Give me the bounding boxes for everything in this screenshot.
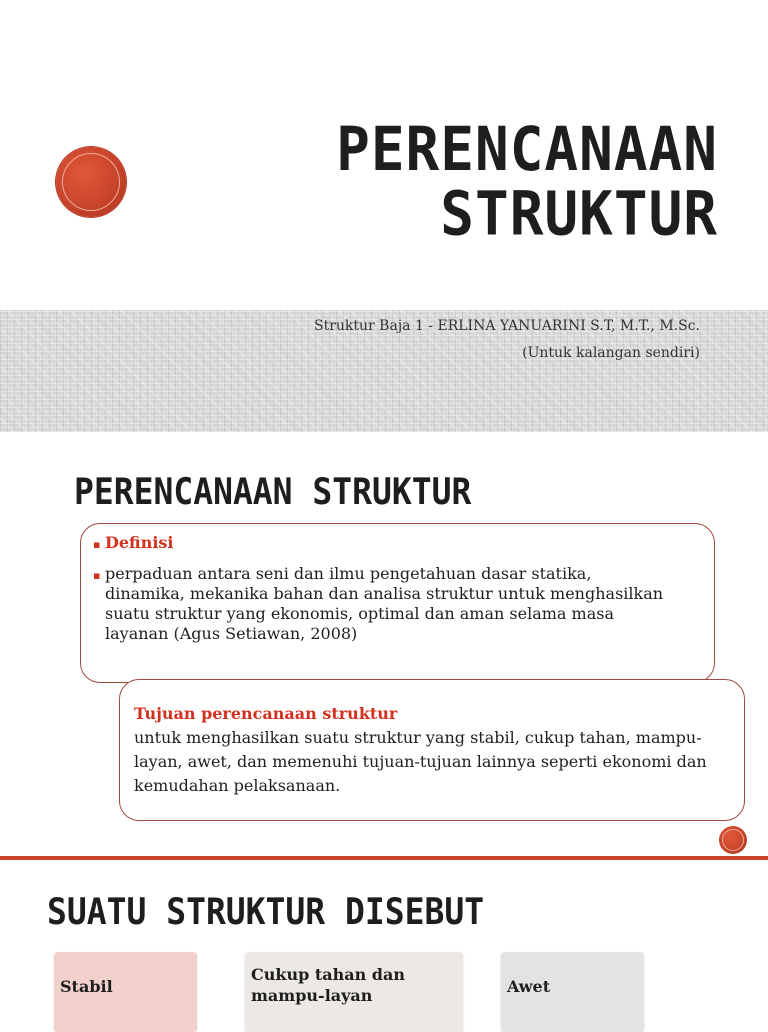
slide-title-line1: PERENCANAAN: [336, 114, 718, 185]
slide-title-line2: STRUKTUR: [440, 179, 718, 250]
definition-text: [93, 564, 665, 644]
definition-slide-title: PERENCANAAN STRUKTUR: [74, 470, 472, 513]
definition-heading: [93, 533, 173, 553]
title-slide: [0, 0, 768, 432]
purpose-box: [119, 679, 745, 821]
bullet-square-icon: ▪: [93, 569, 101, 582]
criteria-card-cukup-tahan: Cukup tahan dan mampu-layan: [245, 952, 463, 1032]
criteria-card-awet: Awet: [501, 952, 644, 1032]
small-accent-orb-icon: [719, 826, 747, 854]
accent-orb-icon: [56, 147, 126, 217]
bullet-square-icon: ▪: [93, 538, 101, 551]
slide-title: [336, 114, 718, 250]
definition-heading-text: Definisi: [105, 533, 174, 552]
definition-slide: [0, 432, 768, 856]
purpose-text: untuk menghasilkan suatu struktur yang stabil, cukup tahan, mampu-layan, awet, dan memenuhi tujuan-tujuan lainnya seperti ekonomi dan kemudahan pelaksanaan.: [134, 728, 707, 795]
author-line: Struktur Baja 1 - ERLINA YANUARINI S.T, M.T., M.Sc.: [313, 318, 700, 334]
criteria-card-stabil: Stabil: [54, 952, 197, 1032]
criteria-slide-title: SUATU STRUKTUR DISEBUT: [47, 890, 485, 933]
purpose-heading: Tujuan perencanaan struktur: [134, 704, 398, 723]
audience-note: (Untuk kalangan sendiri): [522, 345, 700, 361]
definition-box: [80, 523, 715, 683]
structure-criteria-slide: [0, 860, 768, 1024]
definition-body-text: perpaduan antara seni dan ilmu pengetahuan dasar statika, dinamika, mekanika bahan dan analisa struktur untuk menghasilkan suatu struktur yang ekonomis, optimal dan aman selama masa layanan (Agus Setiawan, 2008): [105, 564, 664, 643]
